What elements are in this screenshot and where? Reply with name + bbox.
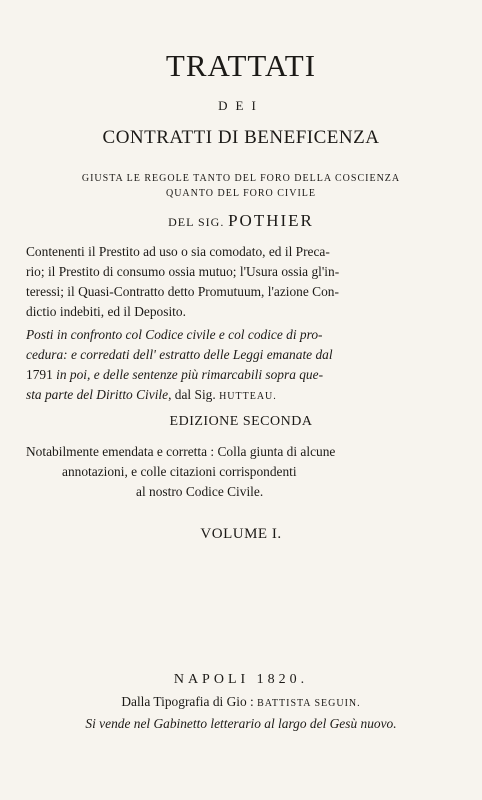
imprint-printer-name: BATTISTA SEGUIN. xyxy=(257,698,361,709)
edition-label: EDIZIONE SECONDA xyxy=(169,414,313,429)
volume-label: VOLUME I. xyxy=(200,526,282,542)
author-prefix: DEL SIG. xyxy=(168,215,225,229)
confronto-line-2: cedura: e corredati dell' estratto delle Leggi emanate dal xyxy=(26,347,333,362)
contents-line-1: Contenenti il Prestito ad uso o sia comodato, ed il Preca- xyxy=(26,244,330,259)
author-line xyxy=(0,211,482,231)
notabilmente-paragraph xyxy=(26,442,458,502)
confronto-line-4-b: , dal Sig. xyxy=(168,387,220,402)
subtitle-line-2: QUANTO DEL FORO CIVILE xyxy=(165,188,317,199)
main-title: TRATTATI xyxy=(165,48,317,83)
subtitle-line-1: GIUSTA LE REGOLE TANTO DEL FORO DELLA COSCIENZA xyxy=(81,173,401,184)
contents-paragraph xyxy=(26,242,458,322)
confronto-line-1: Posti in confronto col Codice civile e col codice di pro- xyxy=(26,327,323,342)
title-dei: DEI xyxy=(218,98,264,113)
imprint-sale-line: Si vende nel Gabinetto letterario al largo del Gesù nuovo. xyxy=(85,716,397,731)
notabilmente-line-3: al nostro Codice Civile. xyxy=(136,484,264,499)
imprint-printer-prefix: Dalla Tipografia di Gio : xyxy=(121,694,254,709)
imprint-printer xyxy=(0,694,482,710)
confronto-line-4-a: sta parte del Diritto Civile xyxy=(26,387,169,402)
imprint-place-year: NAPOLI 1820. xyxy=(173,672,309,687)
contents-line-2: rio; il Prestito di consumo ossia mutuo; l'Usura ossia gl'in- xyxy=(26,264,340,279)
confronto-line-4 xyxy=(26,385,458,407)
confronto-paragraph xyxy=(26,325,458,407)
confronto-line-3-rest: in poi, e delle sentenze più rimarcabili sopra que- xyxy=(52,367,324,382)
title-subject: CONTRATTI DI BENEFICENZA xyxy=(102,127,380,148)
contents-line-4: dictio indebiti, ed il Deposito. xyxy=(26,304,186,319)
author-name: POTHIER xyxy=(228,211,314,230)
notabilmente-line-2: annotazioni, e colle citazioni corrispondenti xyxy=(62,464,297,479)
contents-line-3: teressi; il Quasi-Contratto detto Promutuum, l'azione Con- xyxy=(26,284,339,299)
notabilmente-line-1: Notabilmente emendata e corretta : Colla giunta di alcune xyxy=(26,444,336,459)
confronto-year: 1791 xyxy=(26,367,53,382)
confronto-author: HUTTEAU. xyxy=(219,391,277,402)
confronto-line-3 xyxy=(26,365,458,385)
